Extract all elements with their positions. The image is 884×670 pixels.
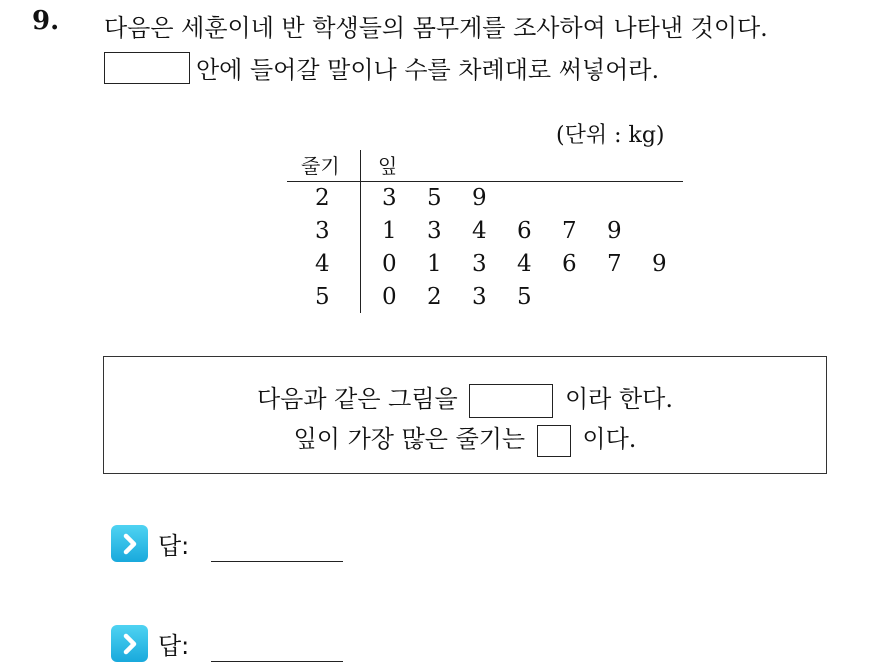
blank-box	[104, 52, 190, 84]
leaf-header: 잎	[378, 154, 398, 178]
chevron-right-icon	[111, 525, 148, 562]
leaf-value: 3	[472, 284, 487, 310]
stem-header: 줄기	[301, 154, 340, 178]
stem-value: 3	[315, 218, 330, 244]
leaf-value: 4	[472, 218, 487, 244]
answer-blank-line[interactable]	[211, 561, 343, 562]
leaf-value: 5	[517, 284, 532, 310]
leaf-value: 1	[427, 251, 442, 277]
leaf-value: 4	[517, 251, 532, 277]
leaf-value: 7	[607, 251, 622, 277]
leaf-value: 3	[382, 185, 397, 211]
leaf-value: 9	[472, 185, 487, 211]
concept-line2-after: 이다.	[582, 425, 637, 453]
question-text-line1: 다음은 세훈이네 반 학생들의 몸무게를 조사하여 나타낸 것이다.	[104, 14, 768, 42]
unit-label: (단위 : kg)	[556, 123, 665, 148]
leaf-value: 6	[562, 251, 577, 277]
leaf-value: 1	[382, 218, 397, 244]
blank-box-term	[469, 384, 553, 418]
question-text-line2	[104, 50, 659, 85]
concept-line1-after: 이라 한다.	[565, 385, 673, 413]
chevron-right-icon	[111, 625, 148, 662]
question-text-line2-label: 안에 들어갈 말이나 수를 차례대로 써넣어라.	[196, 56, 660, 84]
concept-box	[103, 356, 827, 474]
leaf-value: 7	[562, 218, 577, 244]
stem-value: 2	[315, 185, 330, 211]
question-number: 9.	[32, 6, 60, 36]
leaf-value: 0	[382, 284, 397, 310]
stem-value: 4	[315, 251, 330, 277]
answer-label: 답:	[158, 532, 190, 560]
leaf-value: 3	[472, 251, 487, 277]
answer-label: 답:	[158, 632, 190, 660]
concept-line2	[104, 419, 826, 457]
concept-line1-before: 다음과 같은 그림을	[256, 385, 458, 413]
stem-value: 5	[315, 284, 330, 310]
blank-box-stem	[537, 425, 571, 457]
leaf-value: 9	[652, 251, 667, 277]
stem-leaf-divider	[360, 150, 361, 313]
leaf-value: 6	[517, 218, 532, 244]
answer-2	[111, 625, 343, 662]
leaf-value: 3	[427, 218, 442, 244]
answer-1	[111, 525, 343, 562]
leaf-value: 5	[427, 185, 442, 211]
concept-line2-before: 잎이 가장 많은 줄기는	[293, 425, 526, 453]
leaf-value: 0	[382, 251, 397, 277]
leaf-value: 9	[607, 218, 622, 244]
answer-blank-line[interactable]	[211, 661, 343, 662]
leaf-value: 2	[427, 284, 442, 310]
header-divider	[287, 181, 683, 182]
concept-line1	[104, 379, 826, 418]
stem-leaf-plot	[287, 150, 683, 315]
